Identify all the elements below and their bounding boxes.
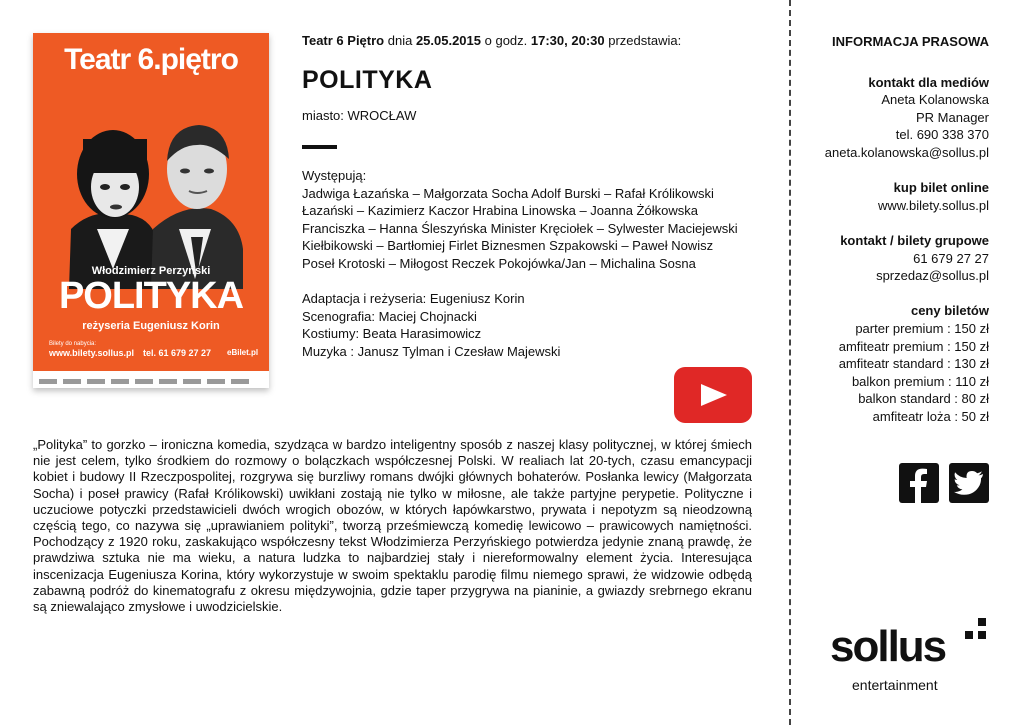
poster-play-title: POLITYKA	[58, 275, 244, 317]
logo-square	[978, 618, 986, 626]
youtube-play-icon[interactable]	[674, 367, 752, 423]
poster-tel: tel. 61 679 27 27	[143, 348, 212, 358]
crew-list	[302, 290, 560, 360]
poster-author: Włodzimierz Perzyński	[91, 265, 211, 277]
play-description: „Polityka” to gorzko – ironiczna komedia, szydząca w bardzo inteligentny sposób z naszej klasy politycznej, w której śmiech nie jest celem, tylko środkiem do rozmowy o bolączkach współczesnej Polski. W realiach lat 20-tych, czasu emancypacji kobiet i budowy II Rzeczpospolitej, rozgrywa się burzliwy romans dwójki głównych bohaterów. Posłanka lewicy (Małgorzata Socha) i poseł prawicy (Rafał Królikowski) uwikłani zostają nie tylko w miłosne, ale także partyjne perypetie. Polityczne i uczuciowe potyczki przedstawicieli dwóch wrogich obozów, w których łapówkarstwo, prywata i nepotyzm są nieodzowną częścią tego, co nazywa się „uprawianiem polityki”, tworzą prześmiewczą komedię lewicowo – prawicowych namiętności. Pochodzący z 1920 roku, zaskakująco współczesny tekst Włodzimierza Perzyńskiego potwierdza jedynie znaną prawdę, że prawdziwa sztuka nie ma wieku, a natura ludzka to najbardziej stały i niereformowalny element życia. Interesująca inscenizacja Eugeniusza Korina, który wykorzystuje w swoim spektaklu parodię filmu niemego sprawi, że widzowie odbędą zabawną podróż do kinematografu z okresu międzywojnia, gdzie taper przygrywa na pianinie, a gwiazdy srebrnego ekranu są zniewalająco zmysłowe i uwodzicielskie.	[33, 437, 752, 615]
crew-line: Scenografia: Maciej Chojnacki	[302, 308, 477, 324]
twitter-icon[interactable]	[949, 463, 989, 503]
poster-actors-photo	[61, 79, 243, 289]
logo-square	[965, 631, 973, 639]
headline-theatre: Teatr 6 Piętro	[302, 33, 385, 48]
media-contact-header: kontakt dla mediów	[868, 74, 989, 90]
poster-theatre-name: Teatr 6.piętro	[64, 43, 238, 76]
price-item: balkon standard : 80 zł	[858, 391, 989, 407]
prices-header: ceny biletów	[910, 303, 989, 319]
city: miasto: WROCŁAW	[302, 108, 417, 123]
logo-name: sollus	[830, 622, 946, 671]
poster-ebilet: eBilet.pl	[227, 348, 259, 357]
price-item: amfiteatr loża : 50 zł	[872, 408, 989, 424]
event-headline	[302, 33, 681, 48]
group-tickets-header: kontakt / bilety grupowe	[840, 232, 989, 248]
logo-subtitle: entertainment	[852, 677, 938, 693]
press-info	[789, 33, 989, 425]
price-item: parter premium : 150 zł	[855, 320, 989, 336]
cast-line: Franciszka – Hanna Śleszyńska Minister Kręciołek – Sylwester Maciejewski	[302, 220, 738, 236]
crew-line: Muzyka : Janusz Tylman i Czesław Majewski	[302, 343, 561, 359]
price-item: amfiteatr premium : 150 zł	[838, 338, 989, 354]
poster-sponsor-logos	[33, 371, 269, 388]
cast-line: Poseł Krotoski – Miłogost Reczek Pokojówka/Jan – Michalina Sosna	[302, 255, 696, 271]
poster-director: reżyseria Eugeniusz Korin	[82, 320, 220, 332]
cast-line: Kiełbikowski – Bartłomiej Firlet Biznesmen Szpakowski – Paweł Nowisz	[302, 238, 714, 254]
media-contact-role: PR Manager	[916, 109, 989, 125]
facebook-icon[interactable]	[899, 463, 939, 503]
poster-url: www.bilety.sollus.pl	[49, 348, 135, 358]
play-title: POLITYKA	[302, 66, 433, 94]
headline-word-at: o godz.	[481, 33, 531, 48]
press-header: INFORMACJA PRASOWA	[832, 34, 989, 49]
cast-label: Występują:	[302, 168, 367, 183]
sollus-logo	[830, 614, 990, 694]
price-item: amfiteatr standard : 130 zł	[838, 356, 989, 372]
headline-times: 17:30, 20:30	[530, 33, 605, 48]
price-item: balkon premium : 110 zł	[851, 373, 989, 389]
group-tickets-tel: 61 679 27 27	[913, 250, 989, 266]
crew-line: Kostiumy: Beata Harasimowicz	[302, 326, 482, 342]
crew-line: Adaptacja i reżyseria: Eugeniusz Korin	[302, 291, 525, 306]
cast-line: Łazański – Kazimierz Kaczor Hrabina Linowska – Joanna Żółkowska	[302, 203, 698, 219]
poster-tickets-label: Bilety do nabycia:	[49, 341, 97, 347]
media-contact-email[interactable]: aneta.kolanowska@sollus.pl	[824, 144, 989, 160]
headline-word-day: dnia	[384, 33, 416, 48]
headline-date: 25.05.2015	[415, 33, 482, 48]
online-tickets-header: kup bilet online	[893, 180, 989, 196]
online-tickets-link[interactable]: www.bilety.sollus.pl	[877, 197, 989, 213]
media-contact-tel: tel. 690 338 370	[895, 127, 989, 143]
play-poster	[33, 33, 269, 388]
play-triangle-icon	[701, 384, 727, 406]
cast-list	[302, 167, 738, 273]
headline-word-presents: przedstawia:	[604, 33, 682, 48]
title-rule	[302, 145, 337, 149]
media-contact-name: Aneta Kolanowska	[881, 92, 989, 108]
cast-line: Jadwiga Łazańska – Małgorzata Socha Adolf Burski – Rafał Królikowski	[302, 185, 714, 201]
logo-square	[978, 631, 986, 639]
group-tickets-email[interactable]: sprzedaz@sollus.pl	[876, 268, 989, 284]
